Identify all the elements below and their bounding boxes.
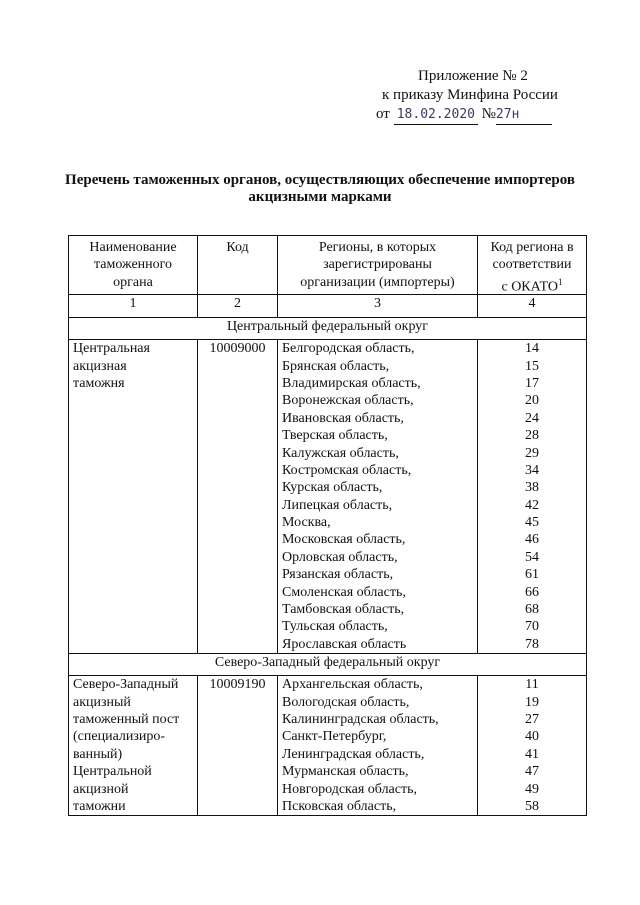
district-name: Центральный федеральный округ [69,318,587,340]
table-row [69,340,587,654]
cell-line: Костромская область, [282,462,412,478]
column-number: 1 [69,295,198,318]
cell-line: Московская область, [282,532,406,548]
table-header-row [69,236,587,295]
column-number-row [69,295,587,318]
cell-line: акцизная [73,358,127,374]
cell-line: 47 [525,764,539,780]
cell-line: Архангельская область, [282,677,423,693]
column-header-code: Код [198,236,278,295]
cell-line: Москва, [282,515,331,531]
title-line: акцизными марками [248,189,392,205]
column-number: 2 [198,295,278,318]
cell-line: 38 [525,480,539,496]
cell-line: Владимирская область, [282,375,421,391]
cell-line: 24 [525,410,539,426]
cell-line: Вологодская область, [282,694,410,710]
cell-line: 15 [525,358,539,374]
organ-code-cell: 10009000 [198,340,278,654]
cell-line: 78 [525,636,539,652]
order-reference: к приказу Минфина России [382,87,558,103]
cell-line: Мурманская область, [282,764,409,780]
cell-line: Воронежская область, [282,393,414,409]
cell-line: Рязанская область, [282,567,394,583]
cell-line: Северо-Западный [73,677,179,693]
cell-line: 17 [525,375,539,391]
cell-line: 14 [525,341,539,357]
cell-line: акцизной [73,781,129,797]
cell-line: таможни [73,798,126,814]
cell-line: Ленинградская область, [282,746,425,762]
region-codes-cell [478,340,587,654]
cell-line: Тверская область, [282,428,388,444]
title-line: Перечень таможенных органов, осуществляющих обеспечение импортеров [65,172,575,188]
order-date-line [376,105,576,125]
column-number: 4 [478,295,587,318]
cell-line: Центральной [73,764,152,780]
cell-line: 49 [525,781,539,797]
district-row-central [69,318,587,340]
cell-line: акцизный [73,694,131,710]
cell-line: 27 [525,711,539,727]
regions-cell [278,340,478,654]
column-header-okato: Код региона в соответствии с ОКАТО$^1$ [478,236,587,295]
cell-line: Тульская область, [282,619,388,635]
cell-line: Ивановская область, [282,410,404,426]
table-row [69,676,587,816]
column-header-regions: Регионы, в которых зарегистрированы организации (импортеры) [278,236,478,295]
cell-line: ванный) [73,746,123,762]
cell-line: Курская область, [282,480,383,496]
order-number-field: 27н [496,105,552,125]
order-date-field: 18.02.2020 [394,105,478,125]
organ-code-cell: 10009190 [198,676,278,816]
cell-line: 66 [525,584,539,600]
cell-line: 34 [525,462,539,478]
cell-line: Центральная [73,341,150,357]
cell-line: 11 [525,677,539,693]
cell-line: 42 [525,497,539,513]
cell-line: Тамбовская область, [282,602,405,618]
cell-line: Санкт-Петербург, [282,729,387,745]
cell-line: таможня [73,375,125,391]
cell-line: 20 [525,393,539,409]
footnote-mark: 1 [558,276,563,287]
cell-line: 29 [525,445,539,461]
cell-line: Ярославская область [282,636,407,652]
cell-line: Смоленская область, [282,584,406,600]
cell-line: 40 [525,729,539,745]
cell-line: 58 [525,798,539,814]
appendix-block [376,67,576,125]
cell-line: Липецкая область, [282,497,393,513]
cell-line: 41 [525,746,539,762]
cell-line: Калужская область, [282,445,399,461]
cell-line: Калининградская область, [282,711,439,727]
district-row-northwest [69,654,587,676]
cell-line: 70 [525,619,539,635]
cell-line: Орловская область, [282,549,398,565]
number-prefix: № [481,106,496,122]
column-number: 3 [278,295,478,318]
document-title [60,172,580,206]
cell-line: Белгородская область, [282,341,415,357]
cell-line: 45 [525,515,539,531]
cell-line: Брянская область, [282,358,390,374]
cell-line: (специализиро- [73,729,166,745]
organ-name-cell [69,340,198,654]
cell-line: 61 [525,567,539,583]
cell-line: 19 [525,694,539,710]
cell-line: Псковская область, [282,798,397,814]
regions-cell [278,676,478,816]
region-codes-cell [478,676,587,816]
cell-line: 68 [525,602,539,618]
column-header-organ: Наименование таможенного органа [69,236,198,295]
cell-line: 54 [525,549,539,565]
appendix-label: Приложение № 2 [418,68,528,84]
date-prefix: от [376,106,390,122]
cell-line: 46 [525,532,539,548]
organ-name-cell [69,676,198,816]
cell-line: таможенный пост [73,711,180,727]
customs-organs-table [68,235,587,816]
cell-line: Новгородская область, [282,781,417,797]
district-name: Северо-Западный федеральный округ [69,654,587,676]
cell-line: 28 [525,428,539,444]
